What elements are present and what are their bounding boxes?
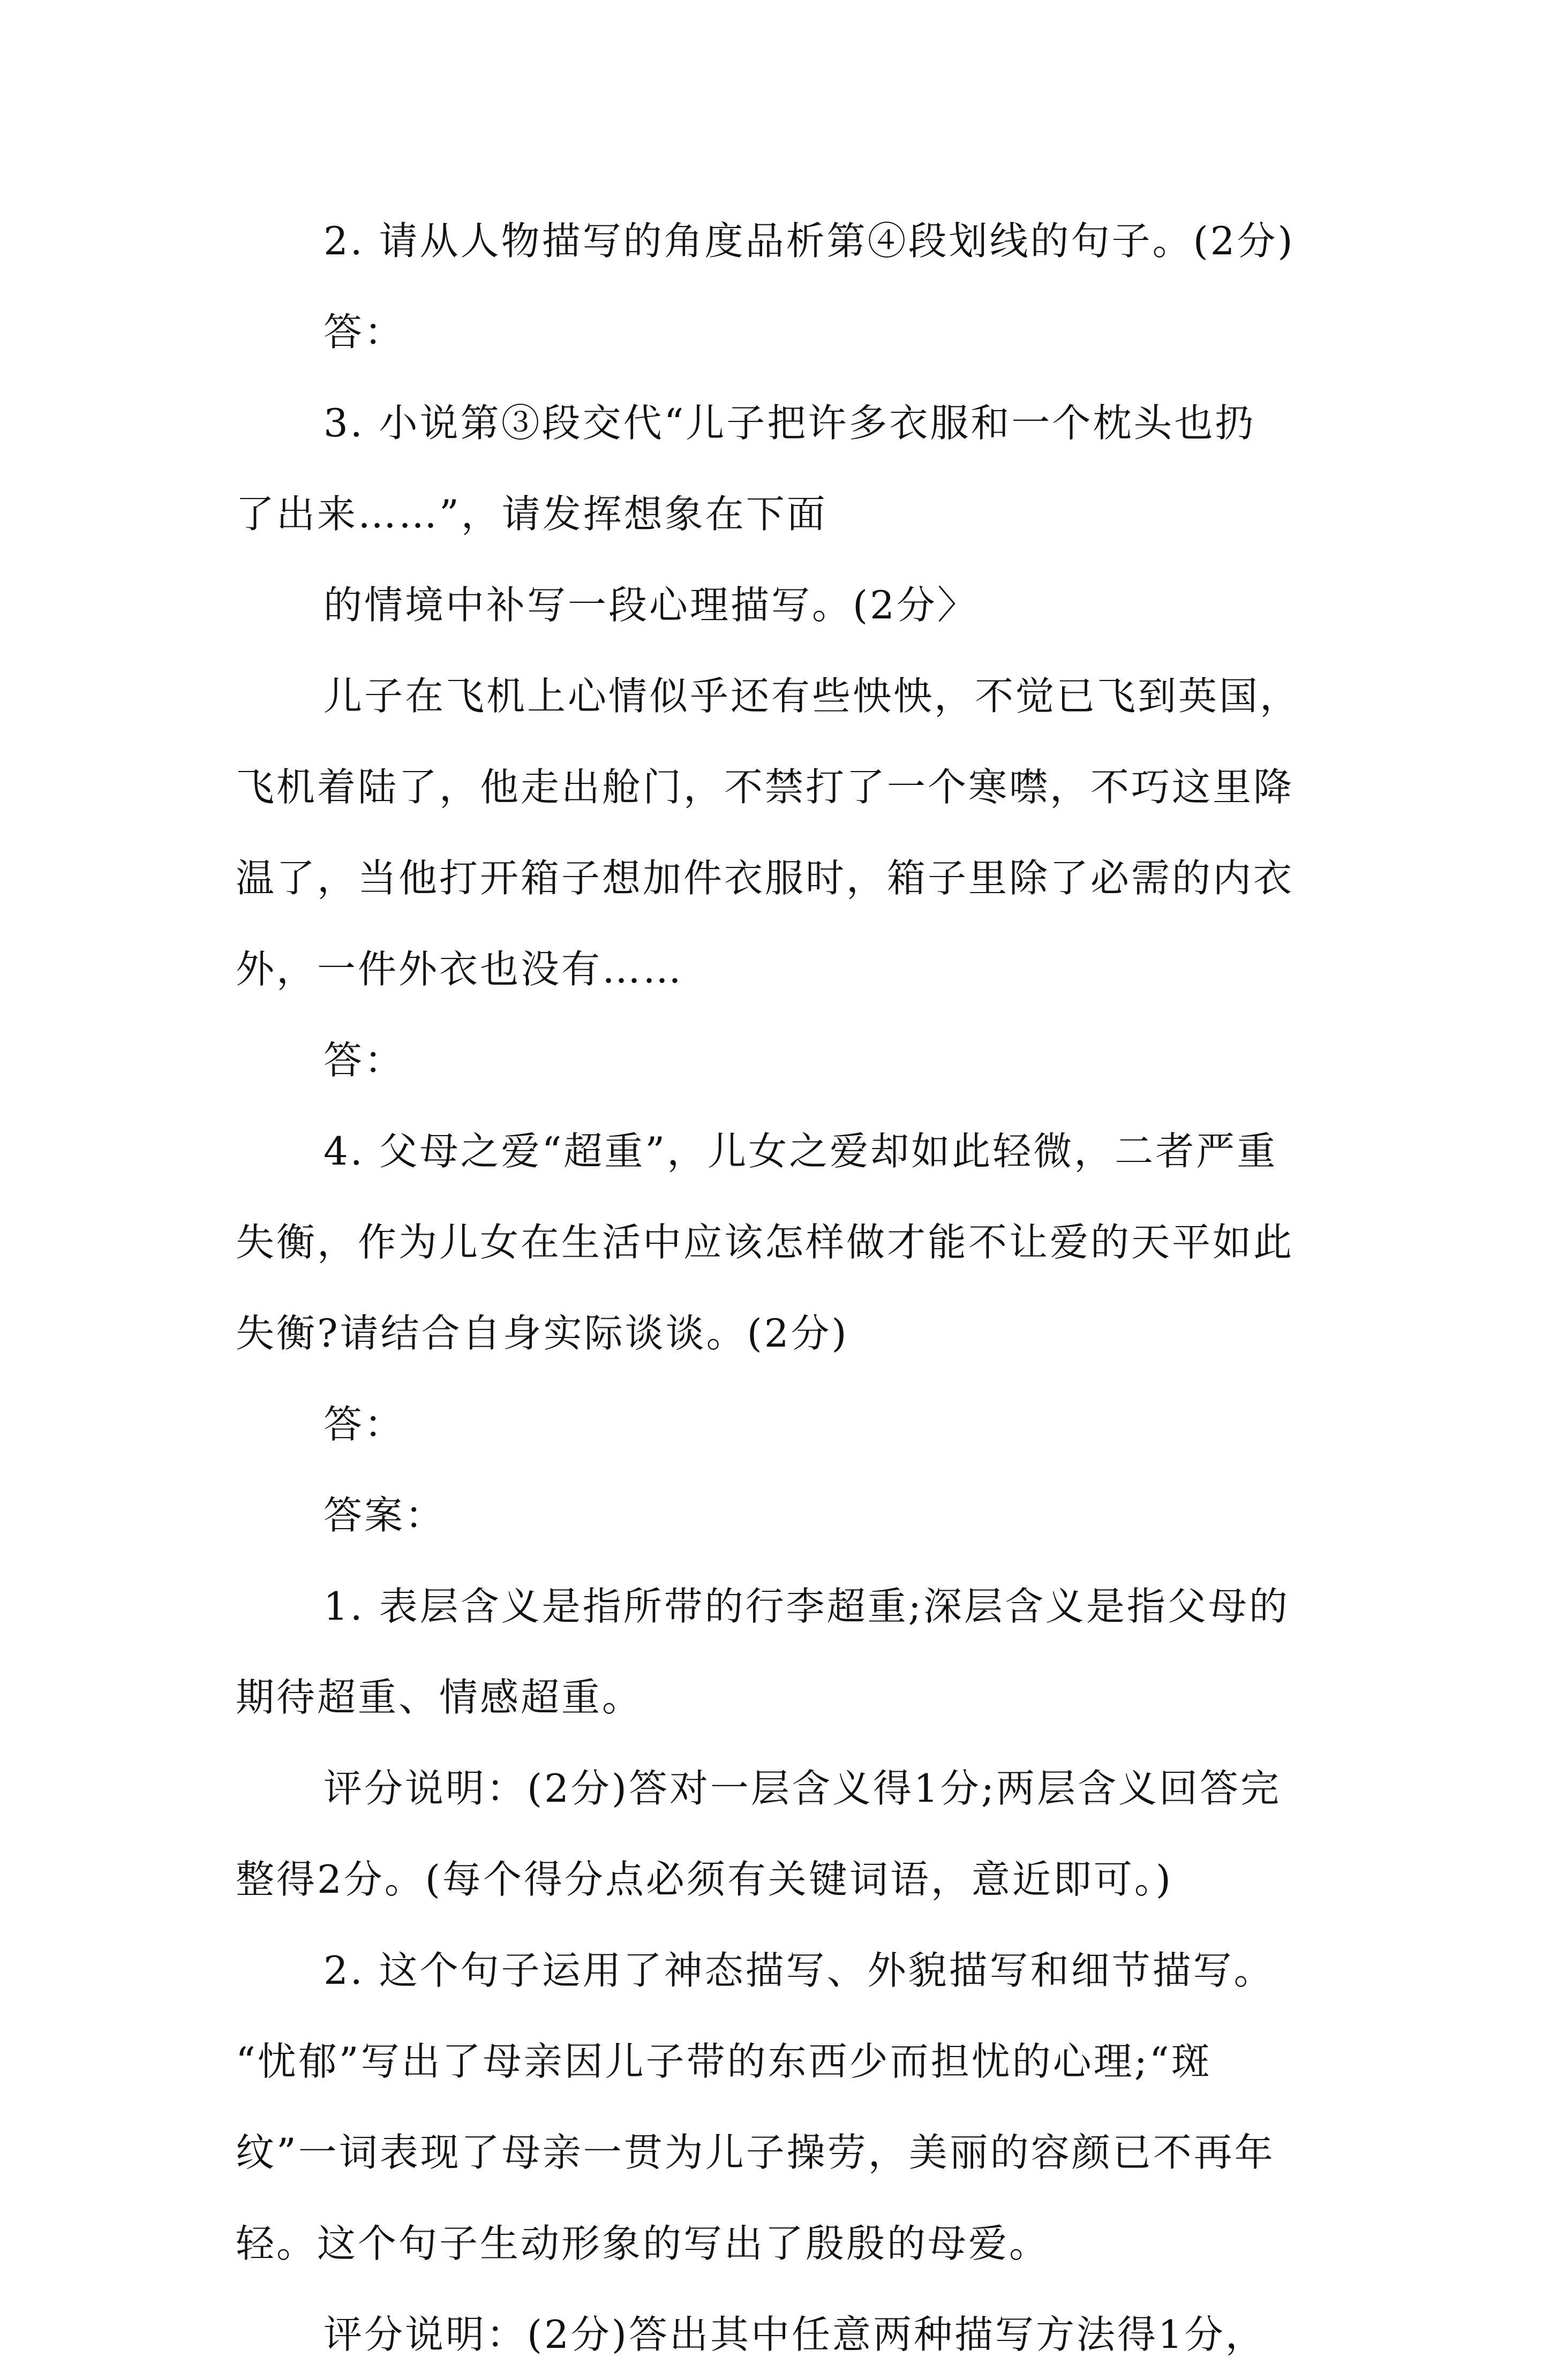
question-4-line-1: 4. 父母之爱“超重”，儿女之爱却如此轻微，二者严重 [323, 1129, 1278, 1174]
answer-label-4: 答： [323, 1402, 405, 1447]
question-3-line-1: 3. 小说第③段交代“儿子把许多衣服和一个枕头也扔 [323, 401, 1256, 445]
answer-1-line-1: 1. 表层含义是指所带的行李超重;深层含义是指父母的 [323, 1584, 1290, 1629]
scoring-note-2-line-1: 评分说明：(2分)答出其中任意两种描写方法得1分， [323, 2312, 1266, 2357]
scenario-line-1: 儿子在飞机上心情似乎还有些怏怏，不觉已飞到英国， [323, 674, 1301, 719]
answer-2-line-2: “忧郁”写出了母亲因儿子带的东西少而担忧的心理;“斑 [236, 2039, 1212, 2084]
answer-label-2: 答： [323, 309, 405, 354]
question-3-line-2: 了出来……”，请发挥想象在下面 [236, 492, 827, 537]
answers-heading: 答案： [323, 1493, 446, 1538]
scenario-line-4: 外，一件外衣也没有…… [236, 947, 684, 992]
question-4-line-3: 失衡?请结合自身实际谈谈。(2分) [236, 1311, 849, 1356]
scenario-line-3: 温了，当他打开箱子想加件衣服时，箱子里除了必需的内衣 [236, 856, 1295, 901]
scenario-line-2: 飞机着陆了，他走出舱门，不禁打了一个寒噤，不巧这里降 [236, 765, 1295, 810]
question-4-line-2: 失衡，作为儿女在生活中应该怎样做才能不让爱的天平如此 [236, 1220, 1295, 1265]
answer-2-line-1: 2. 这个句子运用了神态描写、外貌描写和细节描写。 [323, 1948, 1275, 1993]
scoring-note-1-line-1: 评分说明：(2分)答对一层含义得1分;两层含义回答完 [323, 1766, 1282, 1811]
answer-2-line-3: 纹”一词表现了母亲一贯为儿子操劳，美丽的容颜已不再年 [236, 2130, 1275, 2175]
question-3-line-3: 的情境中补写一段心理描写。(2分〉 [323, 583, 978, 628]
answer-1-line-2: 期待超重、情感超重。 [236, 1675, 643, 1720]
question-2: 2. 请从人物描写的角度品析第④段划线的句子。(2分) [323, 218, 1295, 263]
answer-2-line-4: 轻。这个句子生动形象的写出了殷殷的母爱。 [236, 2221, 1050, 2266]
answer-label-3: 答： [323, 1038, 405, 1083]
scoring-note-1-line-2: 整得2分。(每个得分点必须有关键词语，意近即可。) [236, 1857, 1173, 1902]
document-body [236, 195, 1318, 2380]
